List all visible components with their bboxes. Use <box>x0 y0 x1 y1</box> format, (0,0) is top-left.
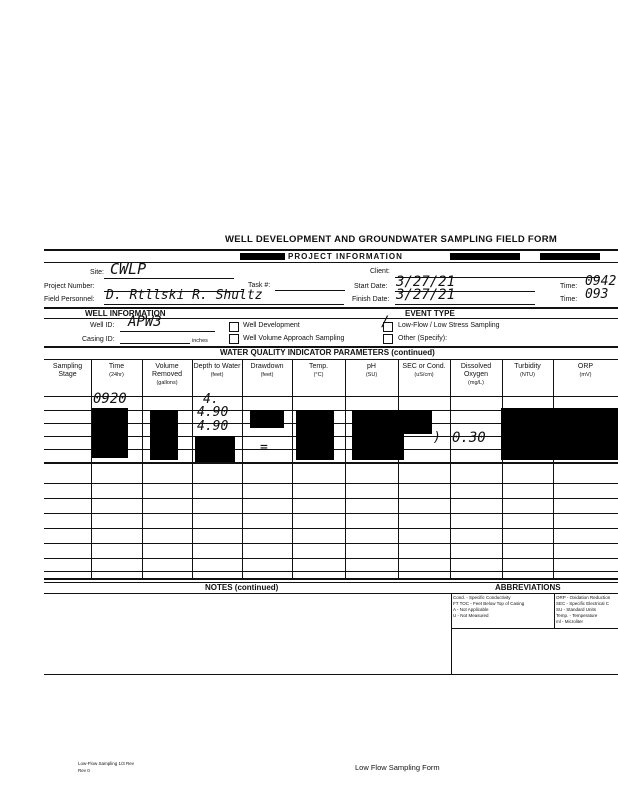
column-header-unit: (°C) <box>313 372 324 378</box>
row-line <box>44 558 618 559</box>
column-header-unit: (NTU) <box>520 372 535 378</box>
abbrev-item: SEC - Specific Electrical C <box>556 601 610 606</box>
footer-doc-id: Low-Flow Sampling 1/3 Rev <box>78 761 135 766</box>
start-time-label: Time: <box>560 283 578 290</box>
column-header-unit: (mg/L) <box>468 380 484 386</box>
client-label: Client: <box>370 268 390 275</box>
column-header-name: Drawdown <box>250 363 284 370</box>
column-line <box>91 360 92 578</box>
project-number-label: Project Number: <box>44 283 95 290</box>
row-line <box>44 498 618 499</box>
other-checkbox[interactable] <box>383 334 393 344</box>
column-header <box>292 363 345 379</box>
casing-id-label: Casing ID: <box>82 336 115 343</box>
redaction-block <box>92 408 128 458</box>
abbrev-item: A - Not Applicable <box>453 607 489 612</box>
column-header <box>398 363 450 379</box>
row-line <box>44 543 618 544</box>
dtw-value: 4.90 <box>197 405 229 420</box>
column-line <box>142 360 143 578</box>
well-volume-checkbox[interactable] <box>229 334 239 344</box>
abbrev-list-left <box>453 595 524 619</box>
redaction-block <box>150 410 178 460</box>
column-header-unit: (feet) <box>210 372 224 378</box>
abbrev-list-right <box>556 595 618 625</box>
column-header-name: Temp. <box>308 363 329 370</box>
redaction-block <box>501 408 618 460</box>
column-header-name: ORP <box>577 363 594 370</box>
redaction-block <box>296 410 334 460</box>
abbrev-item: SU - Standard Units <box>556 607 597 612</box>
site-underline <box>104 278 234 279</box>
column-line <box>292 360 293 578</box>
redaction-block <box>195 436 235 462</box>
footer-title: Low Flow Sampling Form <box>355 763 440 772</box>
abbrev-item: ORP - Oxidation Reduction <box>556 595 611 600</box>
redaction-block <box>352 410 404 460</box>
column-header <box>192 363 242 379</box>
field-personnel-underline <box>104 304 344 305</box>
notes-rule <box>44 593 618 594</box>
row-line <box>44 462 618 464</box>
dtw-value: 4. <box>203 392 219 407</box>
well-info-heading: WELL INFORMATION <box>85 309 166 318</box>
abbrev-item: Temp. - Temperature <box>556 613 598 618</box>
abbrev-rule <box>451 628 618 629</box>
column-header-name: Depth to Water <box>193 363 241 370</box>
column-header-name: Turbidity <box>514 363 541 370</box>
form-title: WELL DEVELOPMENT AND GROUNDWATER SAMPLING FIELD FORM <box>225 234 558 245</box>
abbrev-item: U - Not Measured <box>453 613 489 618</box>
low-flow-label: Low-Flow / Low Stress Sampling <box>398 322 500 329</box>
wq-heading: WATER QUALITY INDICATOR PARAMETERS (continued) <box>220 348 435 357</box>
column-line <box>450 360 451 578</box>
site-value: CWLP <box>110 260 147 278</box>
header-rule-top <box>44 249 618 251</box>
well-volume-label: Well Volume Approach Sampling <box>243 335 345 342</box>
column-header-name: pH <box>367 363 376 370</box>
footer-rev: Rev 0 <box>78 768 90 773</box>
time-value: 0920 <box>93 391 127 407</box>
start-time-value: 0942 <box>585 274 617 289</box>
site-label: Site: <box>90 269 105 276</box>
drawdown-mark: = <box>260 440 268 455</box>
casing-unit: inches <box>192 338 208 344</box>
redaction-bar <box>450 253 520 260</box>
redaction-block <box>404 410 432 434</box>
other-label: Other (Specify): <box>398 335 448 342</box>
column-header <box>44 363 91 379</box>
notes-heading: NOTES (continued) <box>205 583 279 592</box>
column-header-unit: (24hr) <box>109 372 124 378</box>
finish-date-value: 3/27/21 <box>396 287 456 303</box>
start-date-label: Start Date: <box>354 283 388 290</box>
column-header-unit: (gallons) <box>156 380 178 386</box>
redaction-bar <box>540 253 600 260</box>
column-header-name: Dissolved Oxygen <box>460 363 492 378</box>
well-id-value: APW3 <box>128 314 162 330</box>
column-header <box>91 363 142 379</box>
column-header-unit: (uS/cm) <box>414 372 434 378</box>
column-header <box>553 363 618 379</box>
notes-rule-bottom <box>44 674 618 675</box>
column-header-unit: (SU) <box>365 372 378 378</box>
column-header <box>142 363 192 387</box>
row-line <box>44 483 618 484</box>
wq-rule-bottom <box>44 359 618 360</box>
column-header <box>345 363 398 379</box>
redaction-bar <box>240 253 285 260</box>
abbreviations-heading: ABBREVIATIONS <box>495 583 561 592</box>
field-personnel-value: D. Rtllski R. Shultz <box>106 288 263 303</box>
notes-divider <box>451 593 452 675</box>
column-header-name: Sampling Stage <box>52 363 83 378</box>
well-development-checkbox[interactable] <box>229 322 239 332</box>
column-line <box>242 360 243 578</box>
project-info-heading: PROJECT INFORMATION <box>288 252 403 261</box>
column-header <box>242 363 292 379</box>
column-header <box>450 363 502 387</box>
column-line <box>502 360 503 578</box>
field-personnel-label: Field Personnel: <box>44 296 95 303</box>
redaction-block <box>250 410 284 428</box>
finish-time-label: Time: <box>560 296 578 303</box>
column-line <box>345 360 346 578</box>
column-header-name: SEC or Cond. <box>402 363 446 370</box>
task-underline <box>275 290 345 291</box>
abbrev-item: Cond. - Specific Conductivity <box>453 595 511 600</box>
casing-id-underline <box>120 343 190 344</box>
start-date-value: 3/27/21 <box>396 274 456 290</box>
do-value: 0.30 <box>452 430 486 446</box>
column-header <box>502 363 553 379</box>
row-line <box>44 571 618 572</box>
notes-rule-top <box>44 578 618 580</box>
finish-date-underline <box>395 304 535 305</box>
column-header-name: Time <box>108 363 125 370</box>
header-row-rule <box>44 396 618 397</box>
column-header-unit: (mV) <box>579 372 592 378</box>
finish-date-label: Finish Date: <box>352 296 390 303</box>
well-id-label: Well ID: <box>90 322 115 329</box>
abbrev-item: FT TOC - Feet Below Top of Casing <box>453 601 525 606</box>
dtw-value: 4.90 <box>197 419 229 434</box>
abbrev-divider <box>554 593 555 628</box>
checkmark-icon: / <box>381 314 390 330</box>
event-type-heading: EVENT TYPE <box>405 309 455 318</box>
task-label: Task #: <box>248 282 271 289</box>
column-line <box>192 360 193 578</box>
column-header-name: Volume Removed <box>152 363 182 378</box>
row-line <box>44 513 618 514</box>
abbrev-item: ml - Microliter <box>556 619 583 624</box>
row-line <box>44 528 618 529</box>
cond-mark: ) <box>433 430 441 445</box>
column-header-unit: (feet) <box>260 372 274 378</box>
well-id-underline <box>120 331 215 332</box>
column-line <box>553 360 554 578</box>
column-line <box>398 360 399 578</box>
finish-time-value: 093 <box>585 287 609 302</box>
well-development-label: Well Development <box>243 322 300 329</box>
